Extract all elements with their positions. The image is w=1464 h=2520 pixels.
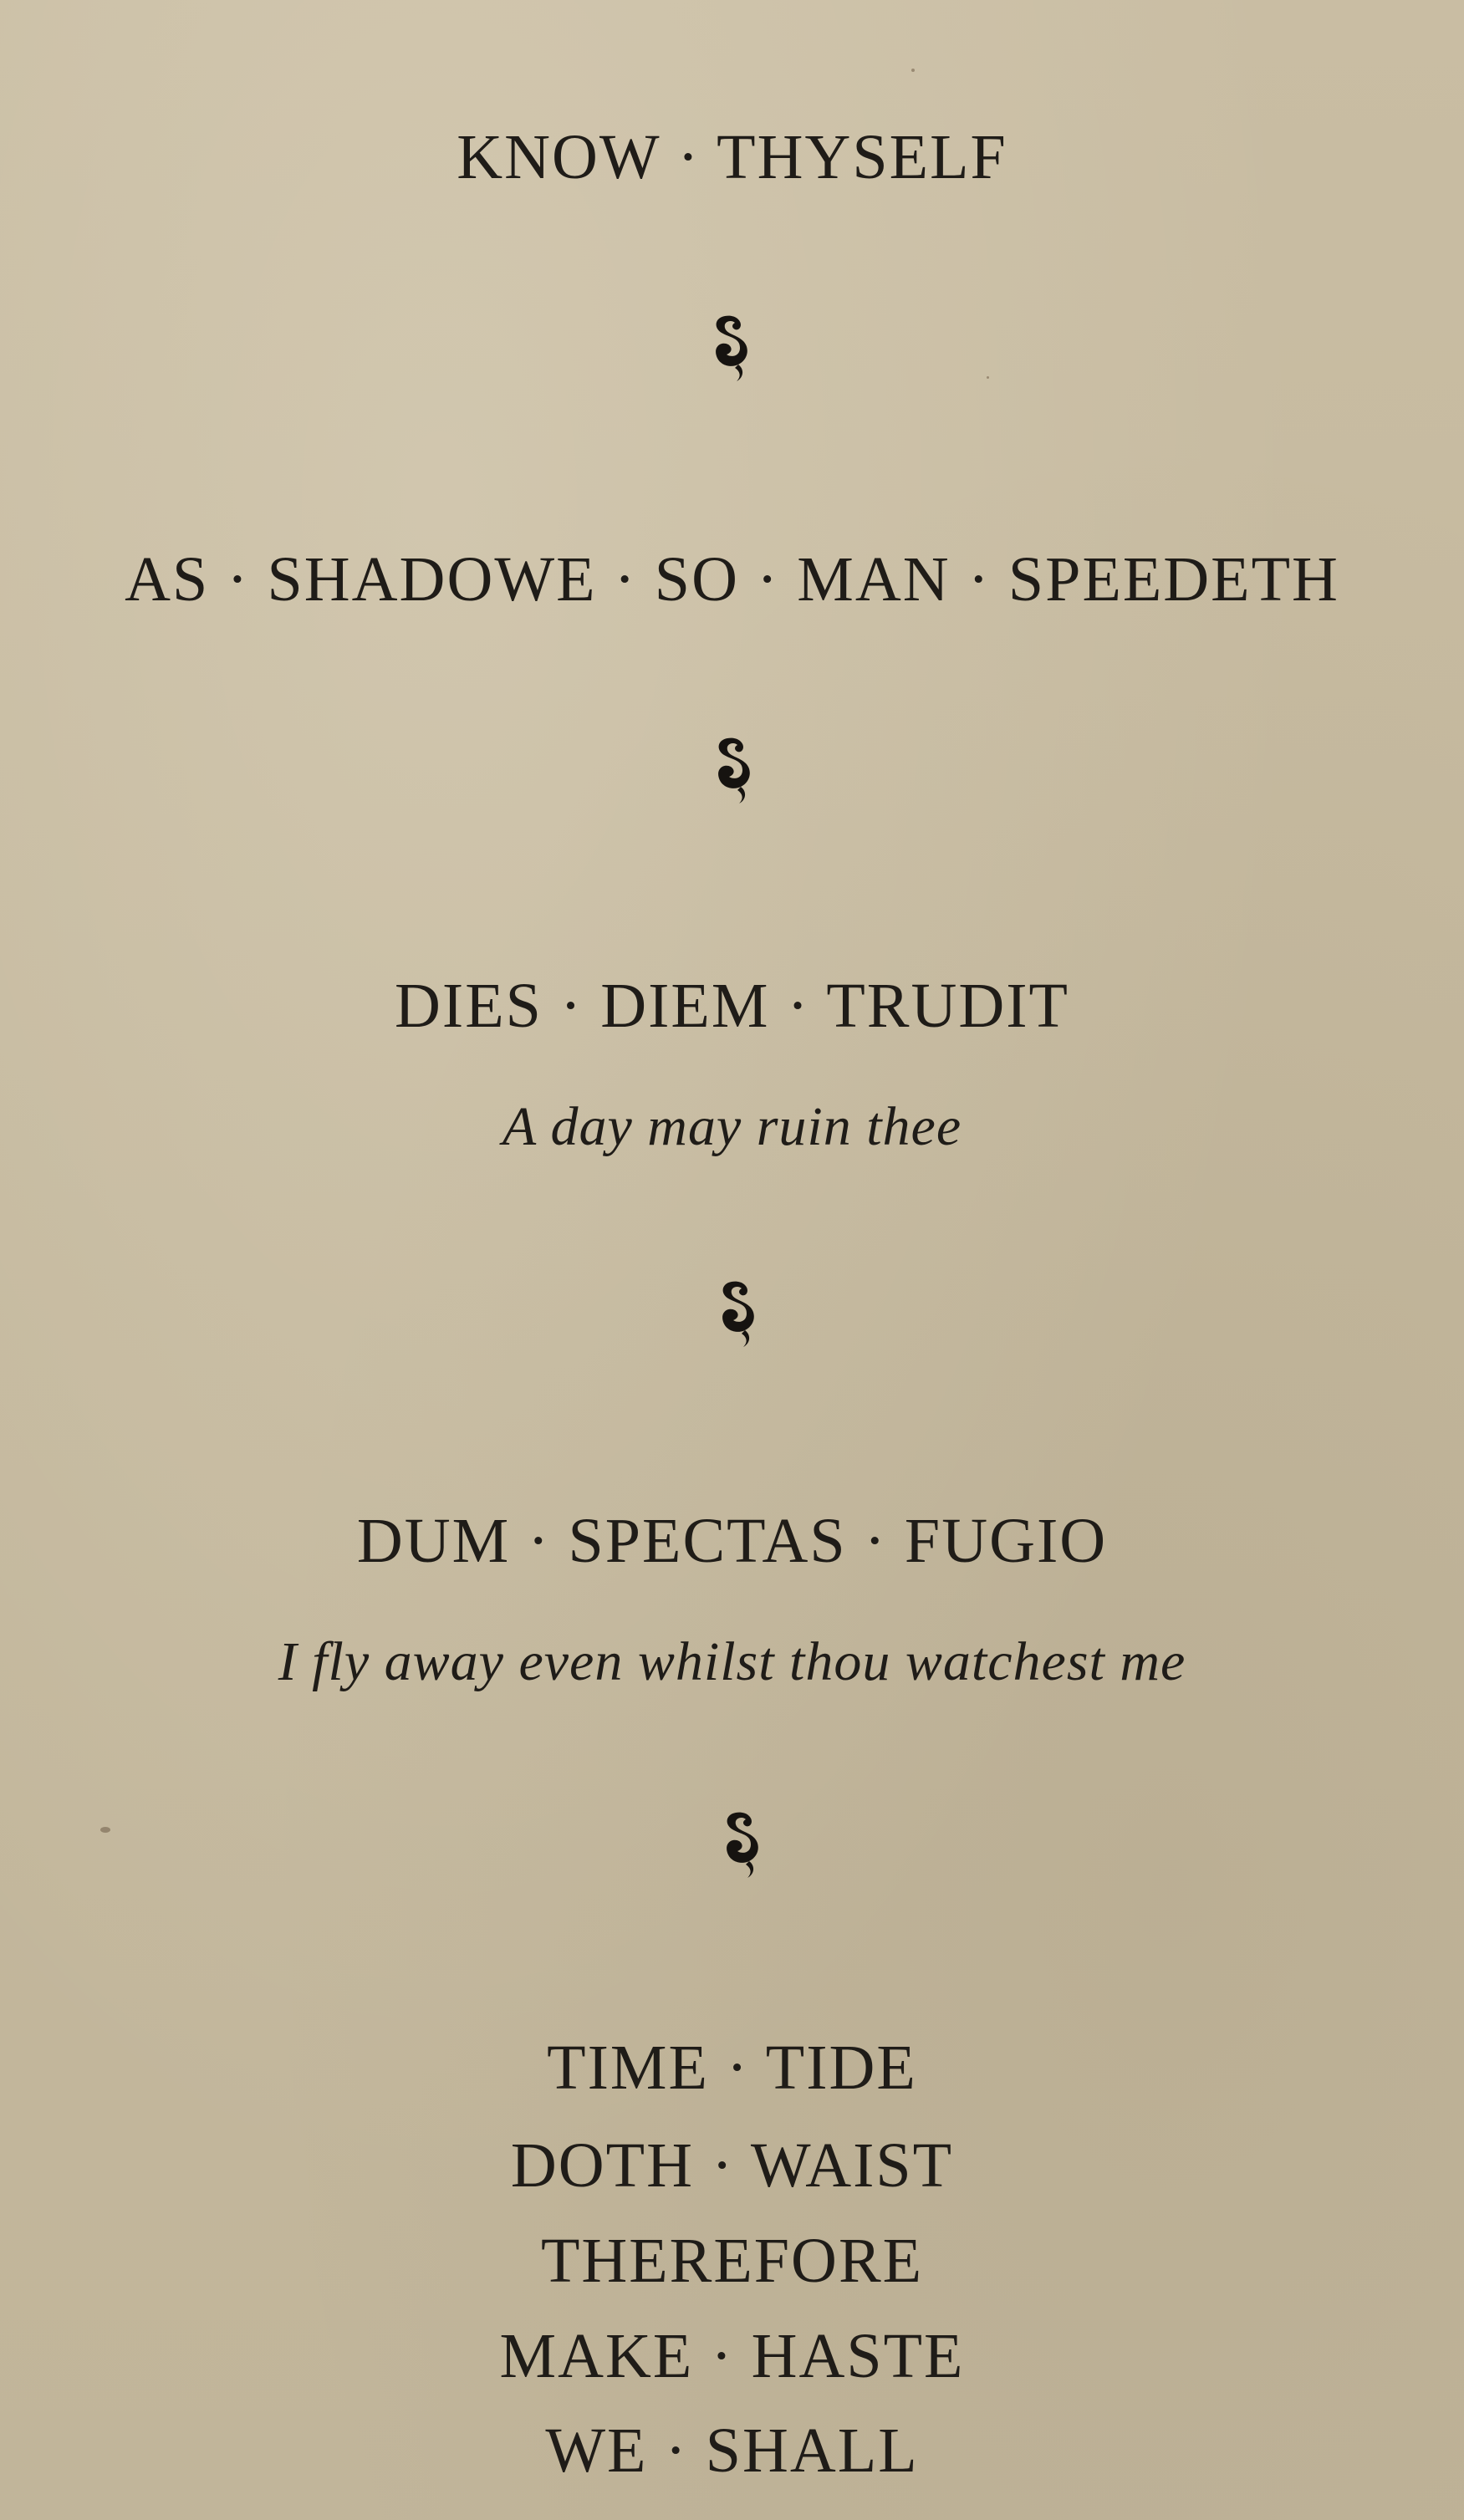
paper-speck bbox=[987, 376, 989, 379]
ornamental-knot-icon bbox=[706, 309, 757, 385]
motto-dum-spectas: DUM · SPECTAS · FUGIO bbox=[356, 1506, 1108, 1576]
ornamental-knot-icon bbox=[717, 1806, 768, 1881]
motto-as-shadowe: AS · SHADOWE · SO · MAN · SPEEDETH bbox=[125, 544, 1339, 615]
translation-dies-diem: A day may ruin thee bbox=[502, 1096, 962, 1157]
motto-know-thyself: KNOW · THYSELF bbox=[457, 122, 1007, 192]
closing-line-make-haste: MAKE · HASTE bbox=[499, 2321, 965, 2391]
translation-dum-spectas: I fly away even whilst thou watchest me bbox=[278, 1631, 1186, 1692]
ornamental-knot-icon bbox=[713, 1275, 763, 1350]
closing-line-we-shall: WE · SHALL bbox=[545, 2415, 919, 2486]
paper-speck bbox=[911, 69, 915, 72]
closing-line-therefore: THEREFORE bbox=[540, 2226, 924, 2296]
closing-line-doth-waist: DOTH · WAIST bbox=[510, 2130, 954, 2201]
ornamental-knot-icon bbox=[709, 732, 759, 807]
paper-speck bbox=[100, 1827, 110, 1833]
closing-line-time-tide: TIME · TIDE bbox=[547, 2033, 917, 2103]
motto-dies-diem: DIES · DIEM · TRUDIT bbox=[395, 971, 1069, 1041]
